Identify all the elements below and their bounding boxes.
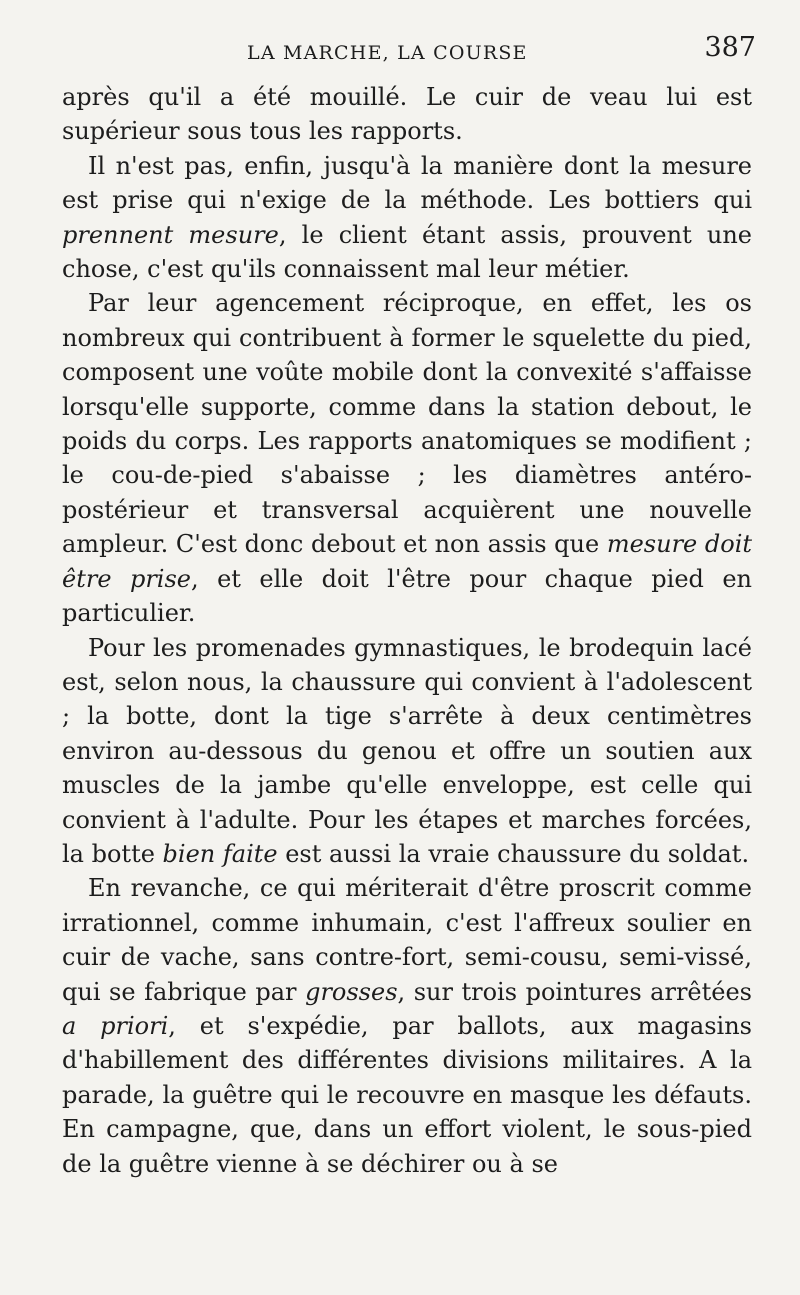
paragraph — [62, 149, 752, 287]
text-segment: , le client étant assis, prouvent une chose, c'est qu'ils connaissent mal leur métier. — [62, 220, 753, 284]
text-segment: , sur trois pointures arrêtées — [397, 977, 752, 1006]
italic-segment: a priori — [62, 1011, 169, 1040]
text-segment: est aussi la vraie chaussure du soldat. — [277, 839, 750, 868]
italic-segment: grosses — [305, 977, 398, 1006]
text-segment: En revanche, ce qui mériterait d'être proscrit comme irrationnel, comme inhumain, c'est l'affreux soulier en cuir de vache, sans contre-fort, semi-cousu, semi-vissé, qui se fabrique par — [62, 874, 752, 1006]
body-text — [62, 80, 752, 1181]
text-segment: , et elle doit l'être pour chaque pied en particulier. — [62, 564, 753, 628]
text-segment: Pour les promenades gymnastiques, le brodequin lacé est, selon nous, la chaussure qui convient à l'adolescent ; la botte, dont la tige s'arrête à deux centimètres environ au-dessous du genou et offre un soutien aux muscles de la jambe qu'elle enveloppe, est celle qui convient à l'adulte. Pour les étapes et marches forcées, la botte — [62, 633, 752, 868]
text-segment: , et s'expédie, par ballots, aux magasins d'habillement des différentes divisions militaires. A la parade, la guêtre qui le recouvre en masque les défauts. En campagne, que, dans un effort violent, le sous-pied de la guêtre vienne à se déchirer ou à se — [62, 1011, 752, 1178]
paragraph — [62, 631, 752, 872]
paragraph — [62, 286, 752, 630]
paragraph — [62, 80, 752, 149]
text-segment: après qu'il a été mouillé. Le cuir de veau lui est supérieur sous tous les rapports. — [62, 83, 752, 146]
page-header — [62, 30, 760, 70]
paragraph — [62, 871, 752, 1181]
italic-segment: bien faite — [162, 839, 278, 868]
running-title: LA MARCHE, LA COURSE — [247, 42, 528, 64]
text-segment: Par leur agencement réciproque, en effet, les os nombreux qui contribuent à former le squelette du pied, composent une voûte mobile dont la convexité s'affaisse lorsqu'elle supporte, comme dans la station debout, le poids du corps. Les rapports anatomiques se modifient ; le cou-de-pied s'abaisse ; les diamètres antéro-postérieur et transversal acquièrent une nouvelle ampleur. C'est donc debout et non assis que — [62, 289, 752, 559]
page-number: 387 — [704, 32, 756, 63]
text-segment: Il n'est pas, enfin, jusqu'à la manière dont la mesure est prise qui n'exige de la méthode. Les bottiers qui — [62, 151, 752, 215]
italic-segment: prennent mesure — [62, 220, 279, 249]
italic-segment: mesure doit être prise — [62, 530, 753, 593]
